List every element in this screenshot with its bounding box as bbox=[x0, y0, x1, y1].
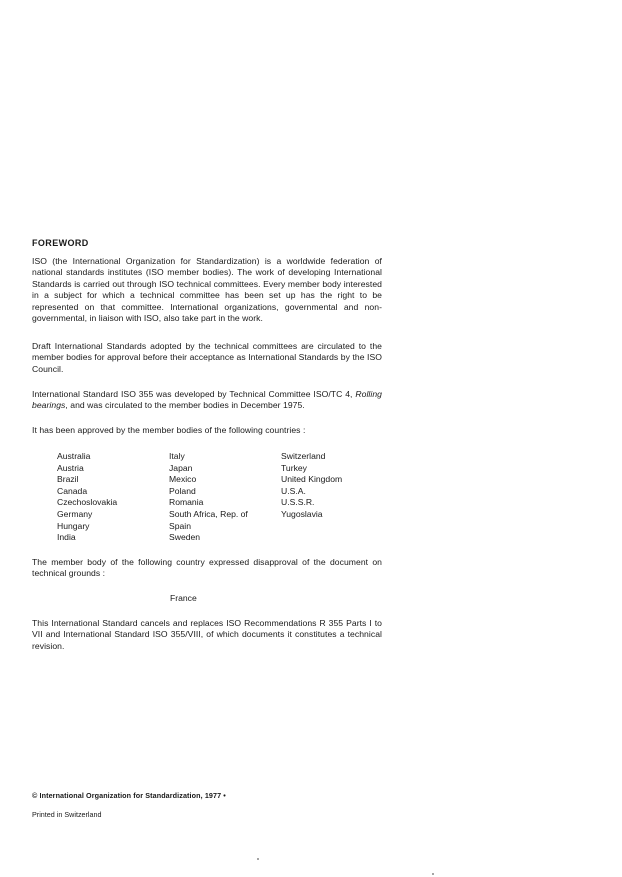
intro-paragraph bbox=[32, 256, 382, 324]
standard-text-start: International Standard ISO 355 was developed by Technical Committee ISO/TC 4, bbox=[32, 389, 356, 399]
country-item: Poland bbox=[169, 485, 196, 496]
replacement-paragraph bbox=[32, 618, 382, 652]
draft-standards-text: Draft International Standards adopted by the technical committees are circulated to the member bodies for approval before their acceptance as International Standards by the ISO Council. bbox=[32, 341, 382, 374]
country-item: Yugoslavia bbox=[281, 508, 323, 519]
country-item: Hungary bbox=[57, 520, 90, 531]
country-item: Germany bbox=[57, 508, 93, 519]
disapproval-text: The member body of the following country expressed disapproval of the document on technical grounds : bbox=[32, 557, 382, 579]
country-item: Romania bbox=[169, 497, 204, 508]
copyright-notice: © International Organization for Standardization, 1977 • bbox=[32, 791, 226, 800]
country-column-2 bbox=[169, 451, 281, 544]
approving-countries-list bbox=[57, 451, 401, 544]
country-item: Brazil bbox=[57, 474, 79, 485]
printed-in-notice: Printed in Switzerland bbox=[32, 810, 102, 819]
standard-paragraph bbox=[32, 389, 382, 412]
country-item: Austria bbox=[57, 462, 84, 473]
country-item: Australia bbox=[57, 451, 91, 461]
country-item: Switzerland bbox=[281, 451, 326, 461]
country-item: Spain bbox=[169, 520, 191, 531]
country-item: U.S.S.R. bbox=[281, 497, 315, 508]
country-item: United Kingdom bbox=[281, 474, 343, 485]
draft-paragraph bbox=[32, 341, 382, 375]
country-column-3 bbox=[281, 451, 401, 544]
scan-speck bbox=[257, 858, 259, 860]
iso-description-text: ISO (the International Organization for Standardization) is a worldwide federation of national standards institutes (ISO member bodies). The work of developing International Standards is carried out through ISO technical committees. Every member body interested in a subject for which a technical committee has been set up has the right to be represented on that committee. International organizations, governmental and non-governmental, in liaison with ISO, also take part in the work. bbox=[32, 256, 382, 324]
standard-development-text bbox=[32, 389, 382, 412]
country-item: Canada bbox=[57, 485, 88, 496]
foreword-heading: FOREWORD bbox=[32, 238, 89, 248]
disapproving-country: France bbox=[170, 593, 197, 603]
country-item: U.S.A. bbox=[281, 485, 306, 496]
rolling-bearings-title: Rolling bearings bbox=[32, 389, 382, 411]
replacement-text: This International Standard cancels and replaces ISO Recommendations R 355 Parts I to VII and International Standard ISO 355/VIII, of which documents it constitutes a technical revision. bbox=[32, 618, 382, 651]
country-item: South Africa, Rep. of bbox=[169, 508, 248, 519]
country-item: Japan bbox=[169, 462, 193, 473]
country-item: India bbox=[57, 532, 76, 543]
scan-speck bbox=[432, 873, 434, 875]
country-item: Sweden bbox=[169, 532, 201, 543]
country-item: Turkey bbox=[281, 462, 307, 473]
country-item: Mexico bbox=[169, 474, 197, 485]
country-item: Czechoslovakia bbox=[57, 497, 118, 508]
approval-paragraph bbox=[32, 425, 382, 436]
disapproval-paragraph bbox=[32, 557, 382, 580]
standard-text-end: , and was circulated to the member bodies in December 1975. bbox=[65, 400, 305, 411]
country-item: Italy bbox=[169, 451, 185, 461]
approval-text: It has been approved by the member bodies of the following countries : bbox=[32, 425, 306, 435]
country-column-1 bbox=[57, 451, 169, 544]
